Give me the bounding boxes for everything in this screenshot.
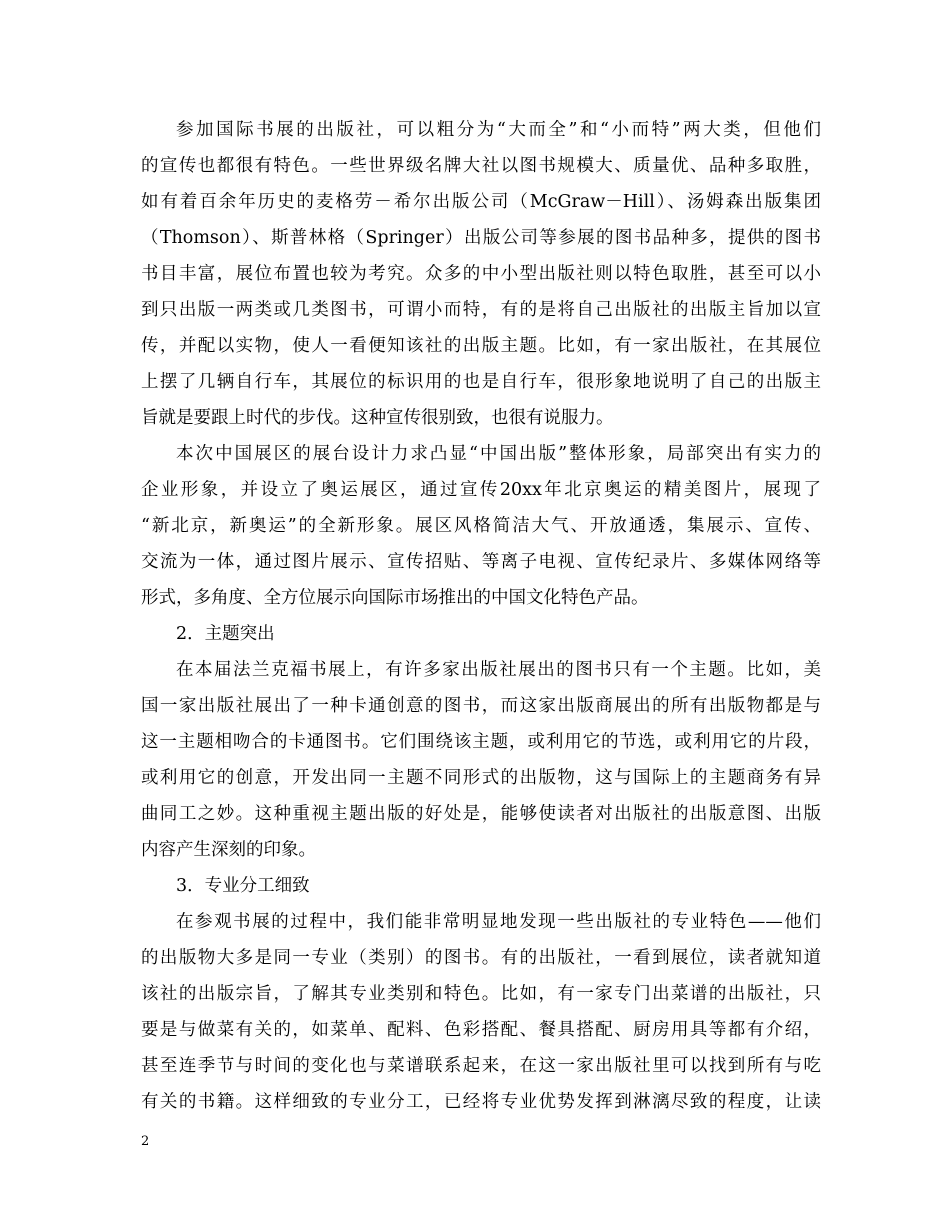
text-line: 如有着百余年历史的麦格劳－希尔出版公司（McGraw－Hill）、汤姆森出版集团 xyxy=(141,192,821,212)
text-line: 2．主题突出 xyxy=(176,624,275,644)
text-line: （Thomson）、斯普林格（Springer）出版公司等参展的图书品种多，提供的图书 xyxy=(141,228,821,248)
text-line: 上摆了几辆自行车，其展位的标识用的也是自行车，很形象地说明了自己的出版主 xyxy=(141,372,821,392)
text-line: 旨就是要跟上时代的步伐。这种宣传很别致，也很有说服力。 xyxy=(141,408,614,428)
text-line: 该社的出版宗旨，了解其专业类别和特色。比如，有一家专门出菜谱的出版社，只 xyxy=(141,984,821,1004)
text-line: 有关的书籍。这样细致的专业分工，已经将专业优势发挥到淋漓尽致的程度，让读 xyxy=(141,1092,821,1112)
text-line: 书目丰富，展位布置也较为考究。众多的中小型出版社则以特色取胜，甚至可以小 xyxy=(141,264,821,284)
text-line: 内容产生深刻的印象。 xyxy=(141,840,316,860)
body-text xyxy=(141,112,821,1120)
text-line: 参加国际书展的出版社，可以粗分为“大而全”和“小而特”两大类，但他们 xyxy=(176,120,821,140)
text-line: “新北京，新奥运”的全新形象。展区风格简洁大气、开放通透，集展示、宣传、 xyxy=(141,516,821,536)
text-line: 曲同工之妙。这种重视主题出版的好处是，能够使读者对出版社的出版意图、出版 xyxy=(141,804,821,824)
text-line: 甚至连季节与时间的变化也与菜谱联系起来，在这一家出版社里可以找到所有与吃 xyxy=(141,1056,821,1076)
text-line: 3．专业分工细致 xyxy=(176,876,310,896)
page-number: 2 xyxy=(141,1134,150,1149)
text-line: 企业形象，并设立了奥运展区，通过宣传20xx年北京奥运的精美图片，展现了 xyxy=(141,480,821,500)
text-line: 这一主题相吻合的卡通图书。它们围绕该主题，或利用它的节选，或利用它的片段， xyxy=(141,732,821,752)
text-line: 国一家出版社展出了一种卡通创意的图书，而这家出版商展出的所有出版物都是与 xyxy=(141,696,821,716)
text-line: 或利用它的创意，开发出同一主题不同形式的出版物，这与国际上的主题商务有异 xyxy=(141,768,821,788)
text-line: 本次中国展区的展台设计力求凸显“中国出版”整体形象，局部突出有实力的 xyxy=(176,444,821,464)
text-line: 在本届法兰克福书展上，有许多家出版社展出的图书只有一个主题。比如，美 xyxy=(176,660,821,680)
text-line: 在参观书展的过程中，我们能非常明显地发现一些出版社的专业特色——他们 xyxy=(176,912,821,932)
text-line: 形式，多角度、全方位展示向国际市场推出的中国文化特色产品。 xyxy=(141,588,649,608)
text-line: 要是与做菜有关的，如菜单、配料、色彩搭配、餐具搭配、厨房用具等都有介绍， xyxy=(141,1020,821,1040)
text-line: 到只出版一两类或几类图书，可谓小而特，有的是将自己出版社的出版主旨加以宣 xyxy=(141,300,821,320)
text-line: 的出版物大多是同一专业（类别）的图书。有的出版社，一看到展位，读者就知道 xyxy=(141,948,821,968)
text-line: 传，并配以实物，使人一看便知该社的出版主题。比如，有一家出版社，在其展位 xyxy=(141,336,821,356)
text-line: 交流为一体，通过图片展示、宣传招贴、等离子电视、宣传纪录片、多媒体网络等 xyxy=(141,552,821,572)
text-line: 的宣传也都很有特色。一些世界级名牌大社以图书规模大、质量优、品种多取胜， xyxy=(141,156,821,176)
